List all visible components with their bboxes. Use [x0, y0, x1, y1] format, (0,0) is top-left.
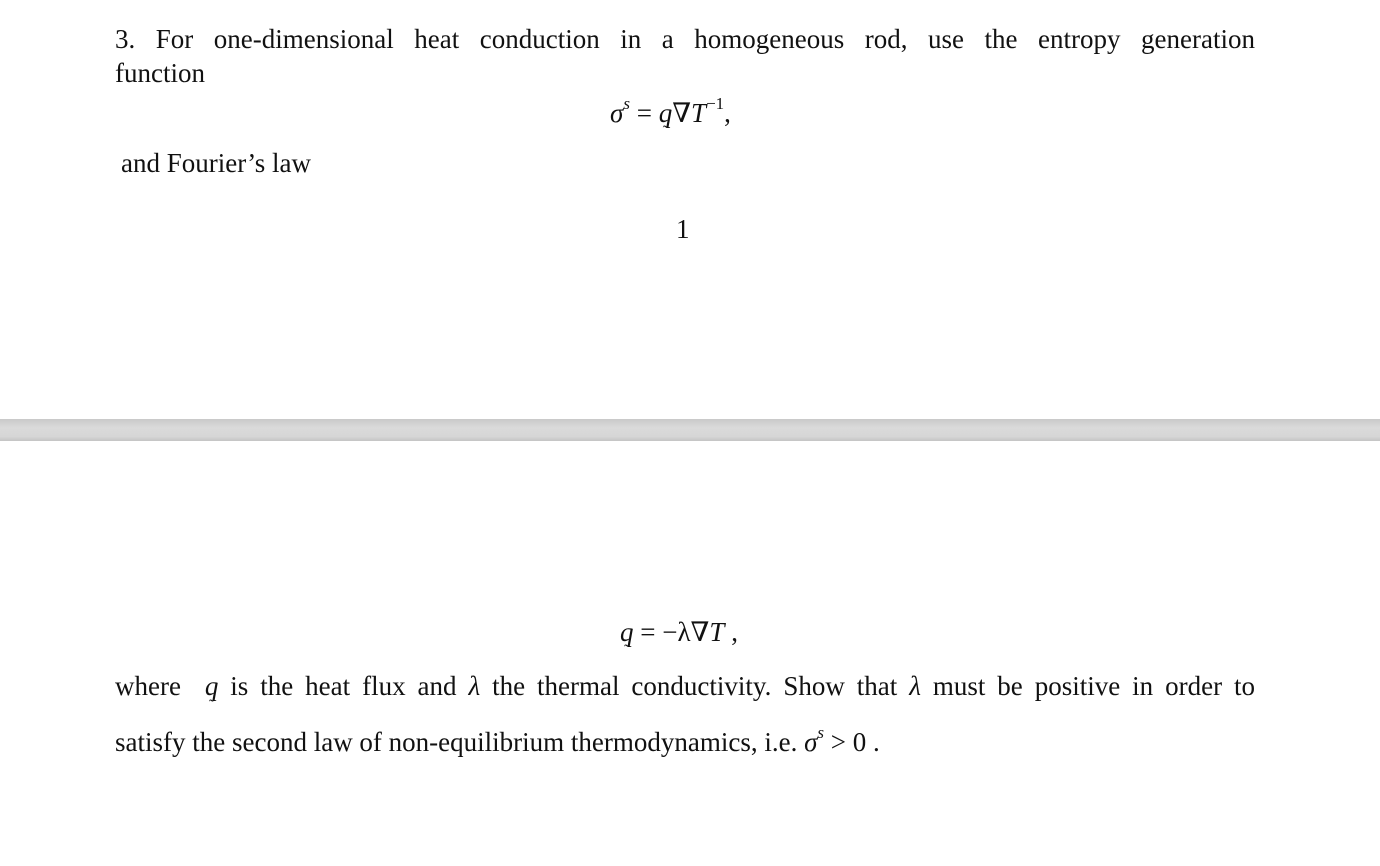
vector-tilde-mark: ˜ — [624, 642, 630, 659]
lambda-symbol: λ — [468, 671, 481, 701]
where-line — [115, 669, 1255, 714]
vector-tilde-mark: ˜ — [208, 697, 215, 714]
equals-sign: = — [629, 98, 652, 128]
where-text-2: the thermal conductivity. Show that — [480, 671, 910, 701]
heat-flux-symbol: q — [658, 98, 673, 128]
comma: , — [724, 98, 731, 128]
where-word: where — [115, 671, 181, 701]
satisfy-text: satisfy the second law of non-equilibrium thermodynamics, i.e. — [115, 727, 805, 757]
satisfy-line — [115, 725, 1255, 763]
temperature-symbol: T — [709, 617, 725, 647]
sigma-symbol: σ — [610, 98, 624, 128]
heat-flux-symbol: q — [620, 617, 634, 647]
nabla-t: ∇T — [672, 98, 707, 128]
exponent: −1 — [706, 94, 725, 113]
document-page-2 — [0, 441, 1380, 866]
fourier-rhs: = −λ∇ — [633, 617, 710, 647]
where-text-3: must be positive in order to — [920, 671, 1255, 701]
entropy-generation-equation — [610, 94, 731, 140]
where-text-1: is the heat flux and — [218, 671, 469, 701]
heat-flux-vector — [204, 669, 219, 714]
lambda-symbol: λ — [909, 671, 921, 701]
fourier-law-intro: and Fourier’s law — [121, 148, 311, 178]
heat-flux-vector — [620, 617, 634, 659]
sigma-superscript: s — [817, 723, 825, 742]
heat-flux-symbol: q — [204, 671, 219, 701]
sigma-symbol: σ — [804, 727, 818, 757]
page-separator — [0, 419, 1380, 441]
page-number: 1 — [676, 214, 690, 244]
document-page-1 — [0, 0, 1380, 419]
fourier-law-equation — [620, 617, 738, 659]
sigma-superscript: s — [623, 94, 630, 113]
problem-statement-line-2: function — [115, 58, 205, 88]
problem-statement-line-1: 3. For one-dimensional heat conduction in a homogeneous rod, use the entropy generation — [115, 24, 1255, 54]
inequality-text: > 0 . — [824, 727, 880, 757]
comma: , — [724, 617, 738, 647]
vector-tilde-mark: ˜ — [662, 123, 669, 140]
heat-flux-vector — [658, 98, 673, 140]
